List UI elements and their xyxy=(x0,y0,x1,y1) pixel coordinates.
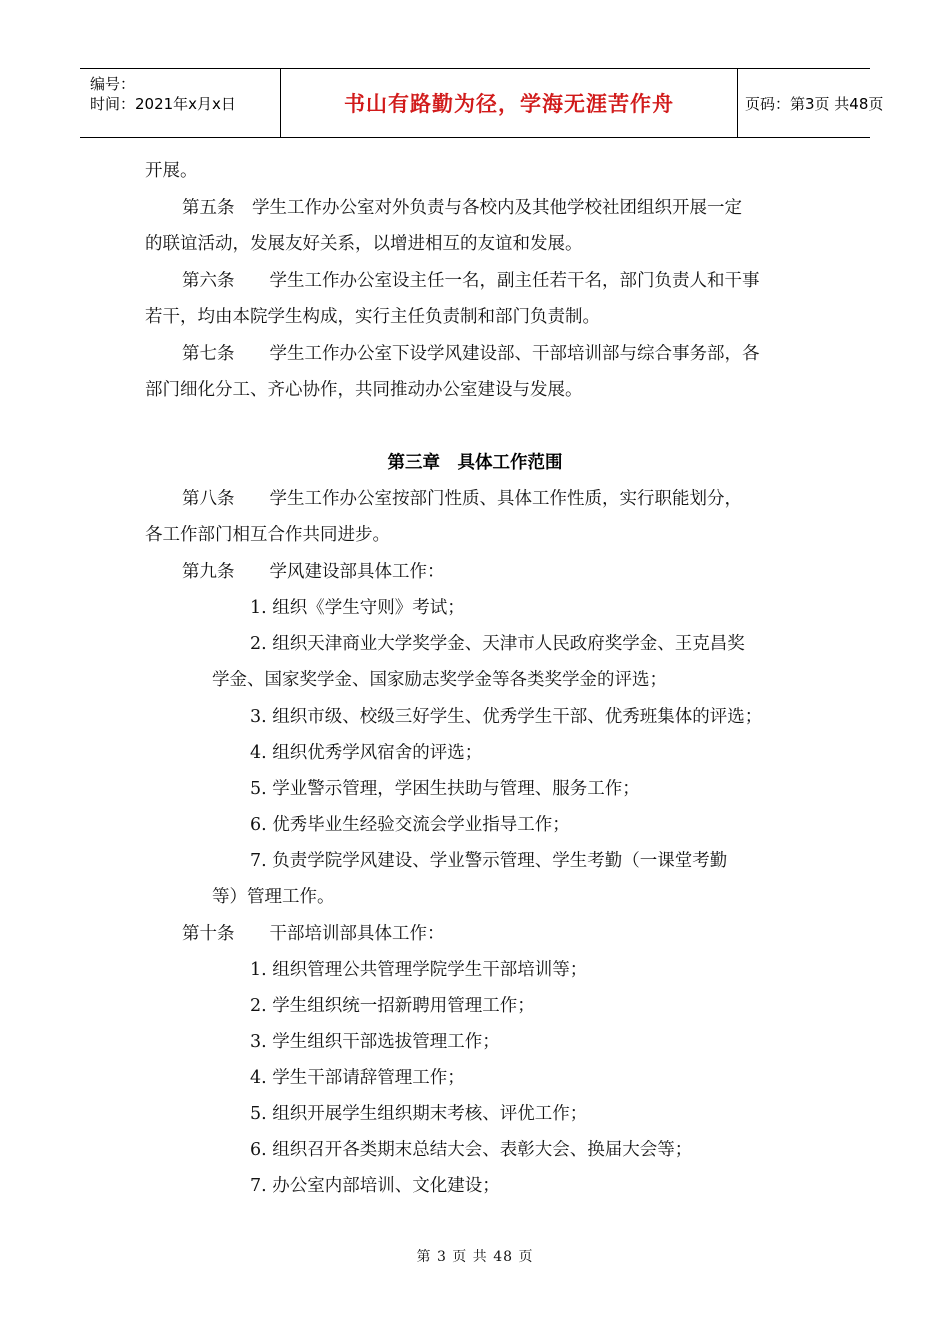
chapter-heading: 第三章 具体工作范围 xyxy=(387,453,563,473)
list-item-continuation: 学金、国家奖学金、国家励志奖学金等各类奖学金的评选； xyxy=(212,670,667,690)
header-meta-cell xyxy=(80,69,280,137)
header-motto-cell xyxy=(280,69,738,137)
header-motto: 书山有路勤为径，学海无涯苦作舟 xyxy=(344,92,674,116)
list-item: 1. 组织管理公共管理学院学生干部培训等； xyxy=(250,960,588,980)
article-8: 第八条 学生工作办公室按部门性质、具体工作性质，实行职能划分， xyxy=(182,489,742,509)
list-item: 3. 组织市级、校级三好学生、优秀学生干部、优秀班集体的评选； xyxy=(250,707,763,727)
list-item: 4. 学生干部请辞管理工作； xyxy=(250,1068,465,1088)
list-item: 2. 组织天津商业大学奖学金、天津市人民政府奖学金、王克昌奖 xyxy=(250,634,745,654)
list-item: 7. 办公室内部培训、文化建设； xyxy=(250,1176,500,1196)
list-item: 4. 组织优秀学风宿舍的评选； xyxy=(250,743,483,763)
body-line: 若干，均由本院学生构成，实行主任负责制和部门负责制。 xyxy=(145,307,600,327)
list-item: 6. 优秀毕业生经验交流会学业指导工作； xyxy=(250,815,570,835)
article-5: 第五条 学生工作办公室对外负责与各校内及其他学校社团组织开展一定 xyxy=(182,198,742,218)
header-page-info: 页码：第3页 共48页 xyxy=(745,94,884,113)
body-line: 的联谊活动，发展友好关系，以增进相互的友谊和发展。 xyxy=(145,234,583,254)
list-item: 1. 组织《学生守则》考试； xyxy=(250,598,465,618)
list-item: 5. 学业警示管理，学困生扶助与管理、服务工作； xyxy=(250,779,640,799)
list-item-continuation: 等）管理工作。 xyxy=(212,887,335,907)
list-item: 6. 组织召开各类期末总结大会、表彰大会、换届大会等； xyxy=(250,1140,693,1160)
list-item: 3. 学生组织干部选拔管理工作； xyxy=(250,1032,500,1052)
body-line: 部门细化分工、齐心协作，共同推动办公室建设与发展。 xyxy=(145,380,583,400)
list-item: 7. 负责学院学风建设、学业警示管理、学生考勤（一课堂考勤 xyxy=(250,851,728,871)
body-line: 各工作部门相互合作共同进步。 xyxy=(145,525,390,545)
article-9: 第九条 学风建设部具体工作： xyxy=(182,562,445,582)
list-item: 5. 组织开展学生组织期末考核、评优工作； xyxy=(250,1104,588,1124)
header-number-label: 编号： xyxy=(90,75,136,93)
list-item: 2. 学生组织统一招新聘用管理工作； xyxy=(250,996,535,1016)
article-7: 第七条 学生工作办公室下设学风建设部、干部培训部与综合事务部，各 xyxy=(182,344,760,364)
page-header xyxy=(80,68,884,138)
body-line: 开展。 xyxy=(145,161,198,181)
article-6: 第六条 学生工作办公室设主任一名，副主任若干名，部门负责人和干事 xyxy=(182,271,760,291)
page-footer: 第 3 页 共 48 页 xyxy=(416,1249,534,1265)
header-page-cell xyxy=(737,69,884,137)
article-10: 第十条 干部培训部具体工作： xyxy=(182,924,445,944)
header-date-label: 时间：2021年x月x日 xyxy=(90,95,236,113)
